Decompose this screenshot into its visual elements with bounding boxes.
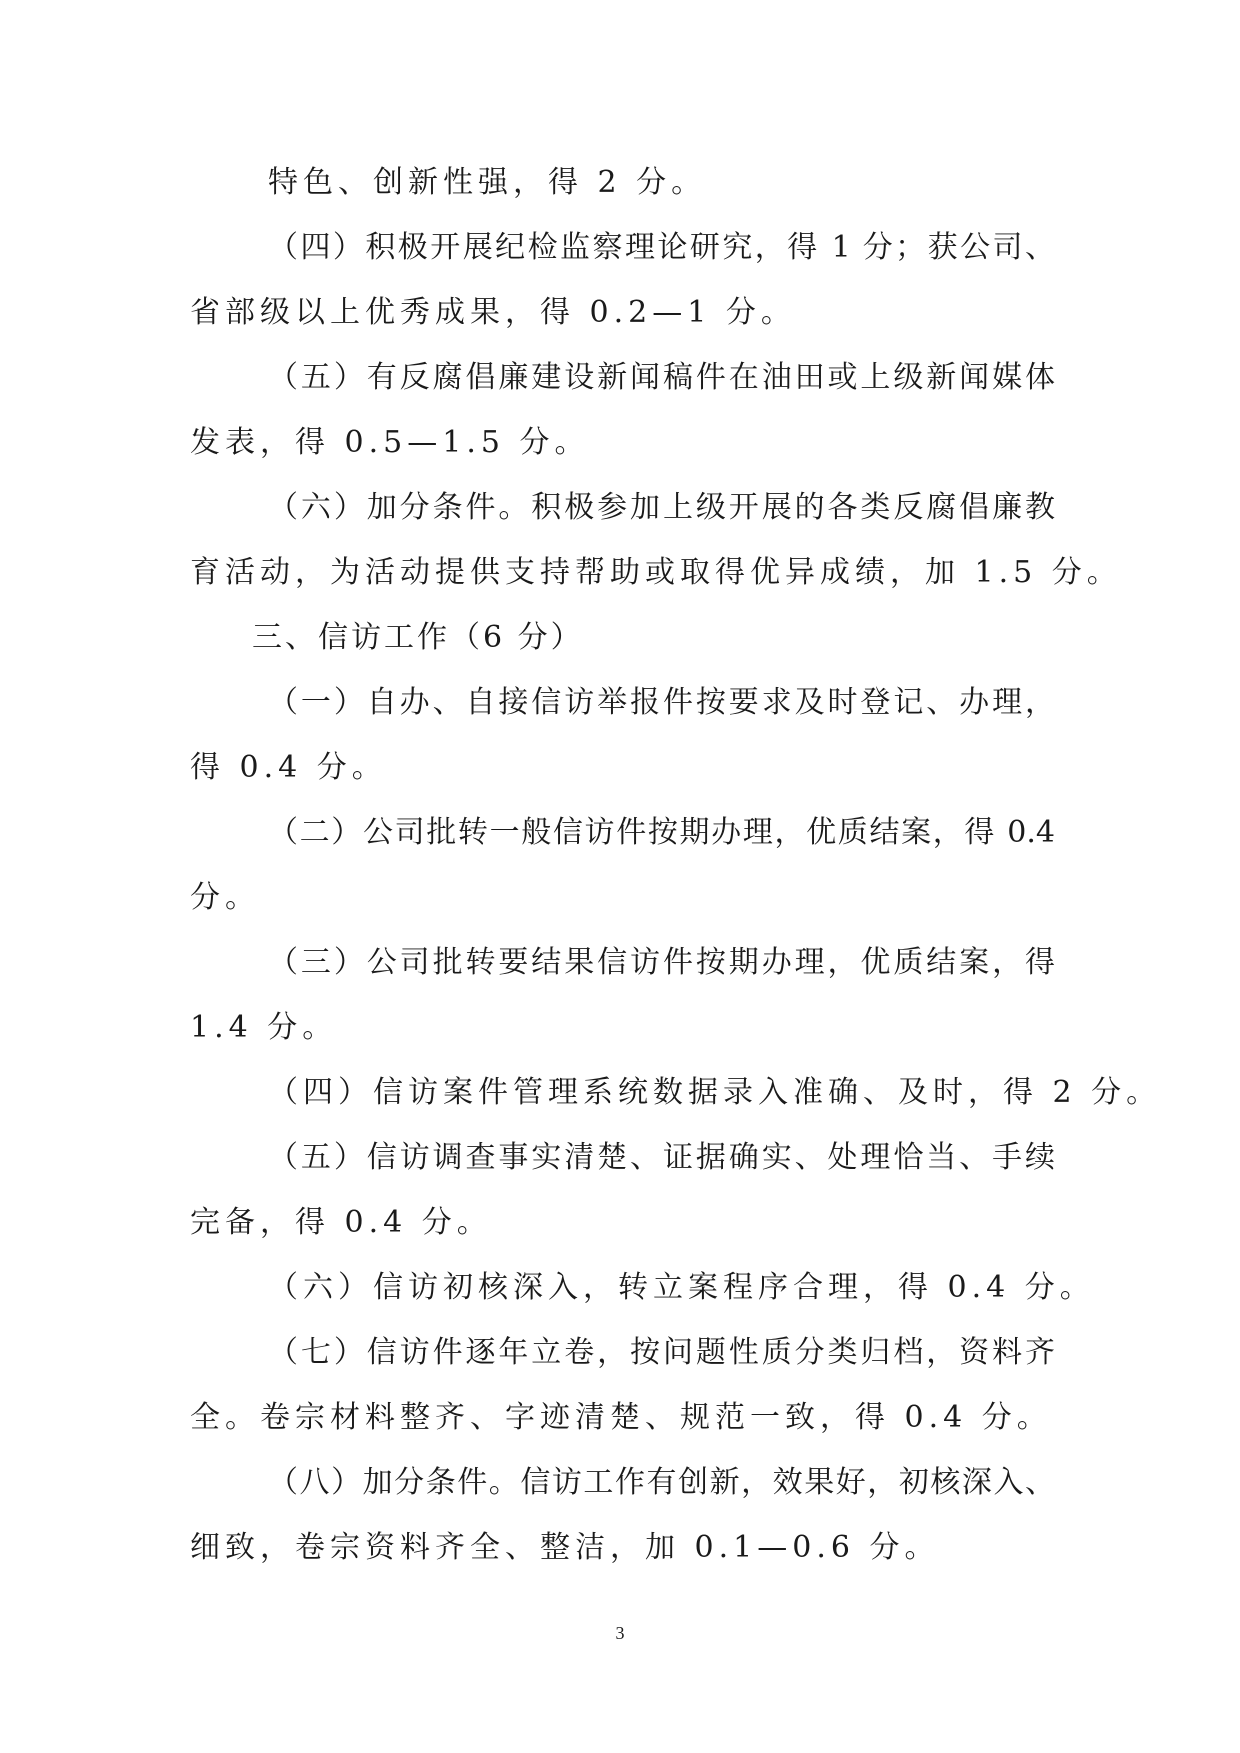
text-line: （六）加分条件。积极参加上级开展的各类反腐倡廉教 — [268, 490, 1055, 525]
paragraph-item-8 — [190, 1450, 1055, 1580]
paragraph-item-1 — [190, 670, 1055, 800]
page-number: 3 — [615, 1623, 625, 1643]
text-line: （八）加分条件。信访工作有创新，效果好，初核深入、 — [268, 1465, 1055, 1500]
text-line: 细致，卷宗资料齐全、整洁，加 0.1—0.6 分。 — [190, 1530, 940, 1565]
paragraph-continuation — [190, 150, 1055, 215]
paragraph-item-5 — [190, 1125, 1055, 1255]
text-line: 特色、创新性强，得 2 分。 — [268, 165, 707, 200]
text-line: 分。 — [190, 880, 260, 915]
paragraph-news — [190, 345, 1055, 475]
heading-text: 三、信访工作（6 分） — [252, 620, 584, 655]
paragraph-item-2 — [190, 800, 1055, 930]
text-line: （五）有反腐倡廉建设新闻稿件在油田或上级新闻媒体 — [268, 360, 1055, 395]
text-line: 省部级以上优秀成果，得 0.2—1 分。 — [190, 295, 796, 330]
paragraph-item-4 — [190, 1060, 1162, 1125]
paragraph-bonus-education — [190, 475, 1122, 605]
text-line: （三）公司批转要结果信访件按期办理，优质结案，得 — [268, 945, 1055, 980]
text-line: （五）信访调查事实清楚、证据确实、处理恰当、手续 — [268, 1140, 1055, 1175]
text-line: 发表，得 0.5—1.5 分。 — [190, 425, 590, 460]
paragraph-item-7 — [190, 1320, 1055, 1450]
text-line: 全。卷宗材料整齐、字迹清楚、规范一致，得 0.4 分。 — [190, 1400, 1052, 1435]
paragraph-item-3 — [190, 930, 1055, 1060]
text-line: 完备，得 0.4 分。 — [190, 1205, 492, 1240]
text-line: （六）信访初核深入，转立案程序合理，得 0.4 分。 — [268, 1270, 1095, 1305]
paragraph-item-6 — [190, 1255, 1095, 1320]
text-line: 育活动，为活动提供支持帮助或取得优异成绩，加 1.5 分。 — [190, 555, 1122, 590]
text-line: 得 0.4 分。 — [190, 750, 387, 785]
section-heading — [190, 605, 1055, 670]
text-line: （一）自办、自接信访举报件按要求及时登记、办理， — [268, 685, 1055, 720]
text-line: 1.4 分。 — [190, 1010, 338, 1045]
text-line: （二）公司批转一般信访件按期办理，优质结案，得 0.4 — [268, 815, 1055, 850]
text-line: （四）信访案件管理系统数据录入准确、及时，得 2 分。 — [268, 1075, 1162, 1110]
paragraph-research — [190, 215, 1055, 345]
text-line: （七）信访件逐年立卷，按问题性质分类归档，资料齐 — [268, 1335, 1055, 1370]
text-line: （四）积极开展纪检监察理论研究，得 1 分；获公司、 — [268, 230, 1055, 265]
document-body — [190, 150, 1162, 1580]
